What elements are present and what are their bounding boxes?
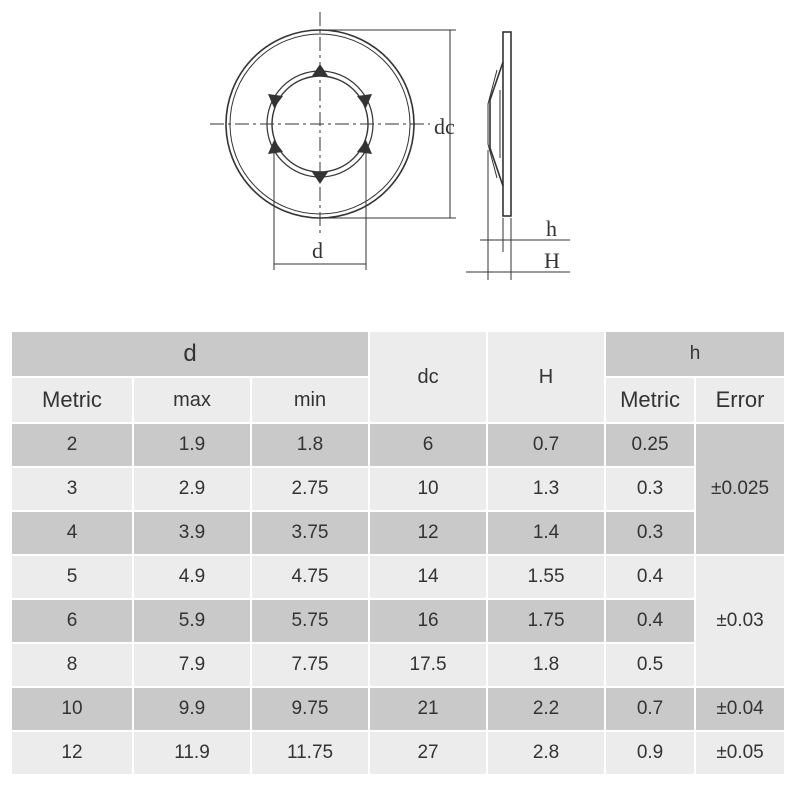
cell-H: 2.2	[488, 688, 604, 730]
cell-metric: 10	[12, 688, 132, 730]
cell-dc: 14	[370, 556, 486, 598]
cell-max: 2.9	[134, 468, 250, 510]
cell-min: 1.8	[252, 424, 368, 466]
cell-H: 1.75	[488, 600, 604, 642]
table-row	[12, 468, 784, 510]
header-h: h	[606, 332, 784, 376]
cell-H: 2.8	[488, 732, 604, 774]
cell-min: 11.75	[252, 732, 368, 774]
cell-dc: 16	[370, 600, 486, 642]
cell-max: 1.9	[134, 424, 250, 466]
cell-h: 0.25	[606, 424, 694, 466]
cell-dc: 21	[370, 688, 486, 730]
cell-error: ±0.03	[696, 556, 784, 686]
cell-h: 0.9	[606, 732, 694, 774]
cell-dc: 12	[370, 512, 486, 554]
header-d: d	[12, 332, 368, 376]
cell-h: 0.3	[606, 468, 694, 510]
cell-max: 7.9	[134, 644, 250, 686]
cell-dc: 17.5	[370, 644, 486, 686]
cell-min: 3.75	[252, 512, 368, 554]
header-d-max: max	[134, 378, 250, 422]
table-row	[12, 556, 784, 598]
table-row	[12, 424, 784, 466]
H-label: H	[544, 248, 560, 273]
cell-error: ±0.05	[696, 732, 784, 774]
cell-max: 9.9	[134, 688, 250, 730]
cell-H: 1.4	[488, 512, 604, 554]
table-row	[12, 512, 784, 554]
dc-label: dc	[434, 114, 455, 139]
cell-min: 5.75	[252, 600, 368, 642]
cell-h: 0.5	[606, 644, 694, 686]
cell-max: 3.9	[134, 512, 250, 554]
cell-h: 0.4	[606, 600, 694, 642]
cell-error: ±0.025	[696, 424, 784, 554]
cell-max: 11.9	[134, 732, 250, 774]
cell-metric: 8	[12, 644, 132, 686]
cell-dc: 10	[370, 468, 486, 510]
header-H: H	[488, 332, 604, 422]
cell-error: ±0.04	[696, 688, 784, 730]
washer-dimension-table	[10, 330, 786, 776]
cell-metric: 12	[12, 732, 132, 774]
cell-max: 4.9	[134, 556, 250, 598]
cell-H: 1.8	[488, 644, 604, 686]
cell-min: 9.75	[252, 688, 368, 730]
table-row	[12, 600, 784, 642]
cell-H: 1.55	[488, 556, 604, 598]
cell-metric: 6	[12, 600, 132, 642]
cell-metric: 2	[12, 424, 132, 466]
cell-metric: 5	[12, 556, 132, 598]
front-view	[210, 12, 456, 270]
table-row	[12, 688, 784, 730]
cell-H: 0.7	[488, 424, 604, 466]
cell-h: 0.7	[606, 688, 694, 730]
cell-min: 4.75	[252, 556, 368, 598]
d-label: d	[312, 238, 323, 263]
side-view	[466, 32, 570, 280]
header-h-metric: Metric	[606, 378, 694, 422]
cell-min: 7.75	[252, 644, 368, 686]
header-d-min: min	[252, 378, 368, 422]
cell-h: 0.4	[606, 556, 694, 598]
washer-technical-drawing	[0, 0, 800, 300]
table-row	[12, 732, 784, 774]
cell-h: 0.3	[606, 512, 694, 554]
table-row	[12, 644, 784, 686]
header-h-error: Error	[696, 378, 784, 422]
cell-metric: 3	[12, 468, 132, 510]
header-d-metric: Metric	[12, 378, 132, 422]
cell-metric: 4	[12, 512, 132, 554]
h-label: h	[546, 216, 557, 241]
cell-H: 1.3	[488, 468, 604, 510]
cell-dc: 27	[370, 732, 486, 774]
cell-dc: 6	[370, 424, 486, 466]
header-dc: dc	[370, 332, 486, 422]
cell-max: 5.9	[134, 600, 250, 642]
cell-min: 2.75	[252, 468, 368, 510]
